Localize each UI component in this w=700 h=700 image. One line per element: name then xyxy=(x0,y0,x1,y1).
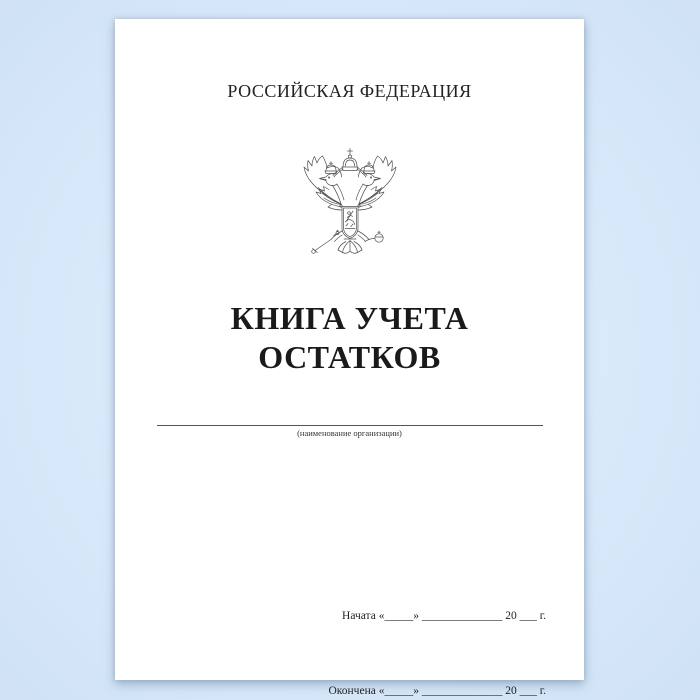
country-header: РОССИЙСКАЯ ФЕДЕРАЦИЯ xyxy=(227,81,472,101)
organization-name-line xyxy=(157,425,543,426)
coat-of-arms-icon xyxy=(298,147,402,255)
start-date-line: Начата «_____» ______________ 20 ___ г. xyxy=(342,610,546,622)
document-page xyxy=(115,19,584,697)
end-date-line: Окончена «_____» ______________ 20 ___ г. xyxy=(328,685,546,697)
organization-name-caption: (наименование организации) xyxy=(297,428,402,438)
book-title-line1: КНИГА УЧЕТА xyxy=(230,300,469,336)
book-title-line2: ОСТАТКОВ xyxy=(258,339,441,375)
date-fields xyxy=(328,554,546,700)
book-title xyxy=(115,299,584,377)
